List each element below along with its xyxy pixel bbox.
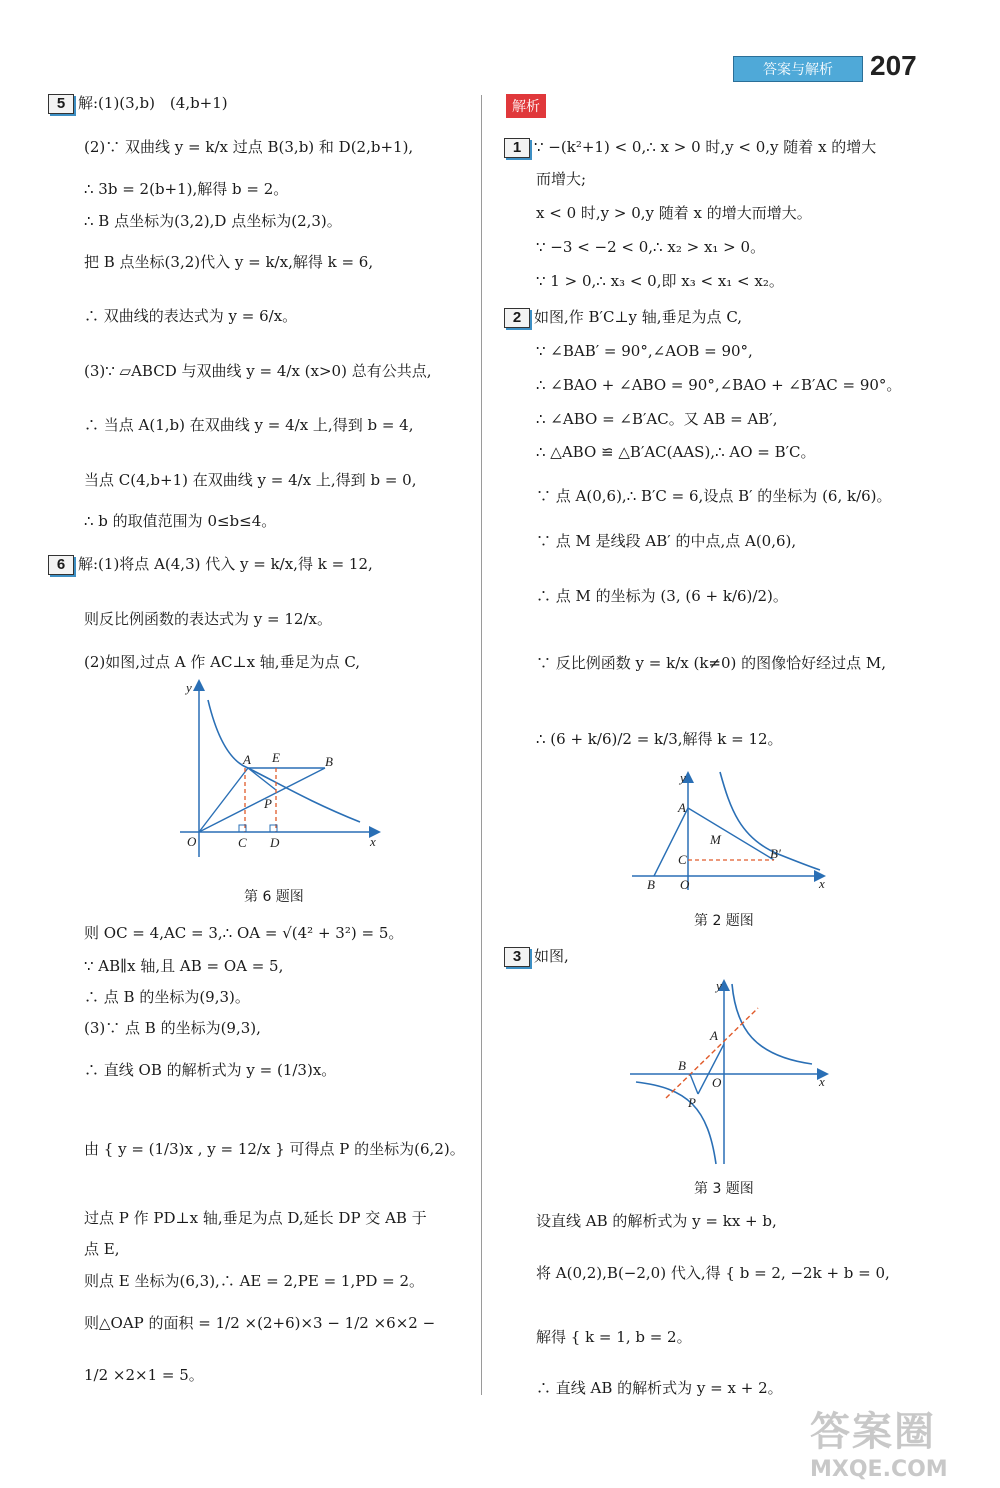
q6-line-8: ∴ 直线 OB 的解析式为 y = (1/3)x。 — [84, 1061, 337, 1079]
hyperbola-branch-2 — [636, 1082, 716, 1164]
q2-line-10: ∴ (6 + k/6)/2 = k/3,解得 k = 12。 — [536, 730, 783, 748]
q6-line-4: 则 OC = 4,AC = 3,∴ OA = √(4² + 3²) = 5。 — [84, 924, 404, 942]
label-y: y — [716, 978, 722, 993]
label-o: O — [680, 877, 690, 892]
label-b: B — [647, 877, 655, 892]
q2-line-9: ∵ 反比例函数 y = k/x (k≠0) 的图像恰好经过点 M, — [536, 654, 887, 672]
label-m: M — [710, 832, 721, 847]
column-divider — [481, 95, 482, 1395]
label-a: A — [710, 1028, 718, 1043]
q2-line-8: ∴ 点 M 的坐标为 (3, (6 + k/6)/2)。 — [536, 587, 788, 605]
label-a: A — [678, 800, 686, 815]
q5-line-5: 把 B 点坐标(3,2)代入 y = k/x,解得 k = 6, — [84, 253, 374, 271]
q1-line-3: x < 0 时,y > 0,y 随着 x 的增大而增大。 — [536, 204, 812, 222]
figure-3-caption: 第 3 题图 — [694, 1181, 754, 1197]
label-b: B — [325, 754, 333, 769]
q6-line-9: 由 { y = (1/3)x , y = 12/x } 可得点 P 的坐标为(6,2)。 — [84, 1140, 465, 1158]
label-o: O — [187, 834, 197, 849]
label-b-prime: B′ — [770, 846, 781, 861]
q6-line-2: 则反比例函数的表达式为 y = 12/x。 — [84, 610, 332, 628]
figure-6-caption: 第 6 题图 — [244, 889, 304, 905]
label-d: D — [270, 835, 280, 850]
q5-line-2: (2)∵ 双曲线 y = k/x 过点 B(3,b) 和 D(2,b+1), — [84, 138, 414, 156]
q6-line-7: (3)∵ 点 B 的坐标为(9,3), — [84, 1019, 261, 1037]
q2-line-5: ∴ △ABO ≌ △B′AC(AAS),∴ AO = B′C。 — [536, 443, 816, 461]
label-y: y — [680, 770, 686, 785]
q1-line-1: 1 ∵ −(k²+1) < 0,∴ x > 0 时,y < 0,y 随着 x 的增大 — [504, 136, 876, 158]
segment-ab-prime — [688, 808, 774, 860]
q5-line-3: ∴ 3b = 2(b+1),解得 b = 2。 — [84, 180, 289, 198]
q6-line-14: 1/2 ×2×1 = 5。 — [84, 1366, 204, 1384]
q6-line-6: ∴ 点 B 的坐标为(9,3)。 — [84, 988, 250, 1006]
analysis-label: 解析 — [506, 94, 546, 118]
q5-line-7: (3)∵ ▱ABCD 与双曲线 y = 4/x (x>0) 总有公共点, — [84, 362, 432, 380]
segment-ap — [248, 768, 276, 790]
watermark-brand: 答案圈 — [810, 1409, 936, 1455]
hyperbola-curve — [208, 700, 360, 822]
label-o: O — [712, 1075, 722, 1090]
q5-line-4: ∴ B 点坐标为(3,2),D 点坐标为(2,3)。 — [84, 212, 342, 230]
label-c: C — [238, 835, 247, 850]
figure-2 — [628, 768, 833, 896]
segment-oa — [199, 768, 248, 832]
q6-badge: 6 — [48, 555, 74, 575]
q5-line-9: 当点 C(4,b+1) 在双曲线 y = 4/x 上,得到 b = 0, — [84, 471, 417, 489]
q6-line-5: ∵ AB∥x 轴,且 AB = OA = 5, — [84, 957, 284, 975]
q6-line-13: 则△OAP 的面积 = 1/2 ×(2+6)×3 − 1/2 ×6×2 − — [84, 1314, 436, 1332]
q5-line-6: ∴ 双曲线的表达式为 y = 6/x。 — [84, 307, 298, 325]
figure-6 — [170, 672, 390, 857]
label-p: P — [688, 1095, 696, 1110]
label-x: x — [370, 834, 376, 849]
label-p: P — [264, 796, 272, 811]
q3-line-4: 解得 { k = 1, b = 2。 — [536, 1328, 692, 1346]
figure-3 — [628, 978, 833, 1166]
q3-line-5: ∴ 直线 AB 的解析式为 y = x + 2。 — [536, 1379, 783, 1397]
label-b: B — [678, 1058, 686, 1073]
q1-line-2: 而增大; — [536, 170, 587, 188]
q5-line-8: ∴ 当点 A(1,b) 在双曲线 y = 4/x 上,得到 b = 4, — [84, 416, 414, 434]
q5-badge: 5 — [48, 94, 74, 114]
q6-line-12: 则点 E 坐标为(6,3),∴ AE = 2,PE = 1,PD = 2。 — [84, 1272, 425, 1290]
q3-line-2: 设直线 AB 的解析式为 y = kx + b, — [536, 1212, 777, 1230]
q5-line-10: ∴ b 的取值范围为 0≤b≤4。 — [84, 512, 277, 530]
figure-2-caption: 第 2 题图 — [694, 913, 754, 929]
q6-line-3: (2)如图,过点 A 作 AC⊥x 轴,垂足为点 C, — [84, 653, 361, 671]
label-c: C — [678, 852, 687, 867]
watermark-site: MXQE.COM — [810, 1457, 948, 1482]
q2-badge: 2 — [504, 308, 530, 328]
q3-line-3: 将 A(0,2),B(−2,0) 代入,得 { b = 2, −2k + b = 0, — [536, 1264, 890, 1282]
q1-line-5: ∵ 1 > 0,∴ x₃ < 0,即 x₃ < x₁ < x₂。 — [536, 272, 784, 290]
q3-line-1: 3 如图, — [504, 945, 569, 967]
segment-ob — [199, 768, 325, 832]
q2-line-6: ∵ 点 A(0,6),∴ B′C = 6,设点 B′ 的坐标为 (6, k/6)。 — [536, 487, 892, 505]
label-e: E — [272, 750, 280, 765]
q5-line-1: 5 解:(1)(3,b) (4,b+1) — [48, 92, 228, 114]
q6-line-1: 6 解:(1)将点 A(4,3) 代入 y = k/x,得 k = 12, — [48, 553, 373, 575]
q6-line-11: 点 E, — [84, 1240, 120, 1258]
q2-line-2: ∵ ∠BAB′ = 90°,∠AOB = 90°, — [536, 342, 753, 360]
q2-line-1: 2 如图,作 B′C⊥y 轴,垂足为点 C, — [504, 306, 742, 328]
q2-line-4: ∴ ∠ABO = ∠B′AC。又 AB = AB′, — [536, 410, 778, 428]
section-tag: 答案与解析 — [733, 56, 863, 82]
segment-bp — [690, 1074, 698, 1094]
label-x: x — [819, 1074, 825, 1089]
q1-line-4: ∵ −3 < −2 < 0,∴ x₂ > x₁ > 0。 — [536, 238, 766, 256]
hyperbola-branch-1 — [732, 984, 812, 1064]
q2-line-3: ∴ ∠BAO + ∠ABO = 90°,∠BAO + ∠B′AC = 90°。 — [536, 376, 902, 394]
label-x: x — [819, 876, 825, 891]
q1-badge: 1 — [504, 138, 530, 158]
q6-line-10: 过点 P 作 PD⊥x 轴,垂足为点 D,延长 DP 交 AB 于 — [84, 1209, 427, 1227]
watermark — [810, 1400, 990, 1480]
label-a: A — [243, 752, 251, 767]
page-number: 207 — [870, 50, 917, 81]
q3-badge: 3 — [504, 947, 530, 967]
label-y: y — [186, 680, 192, 695]
q2-line-7: ∵ 点 M 是线段 AB′ 的中点,点 A(0,6), — [536, 532, 797, 550]
